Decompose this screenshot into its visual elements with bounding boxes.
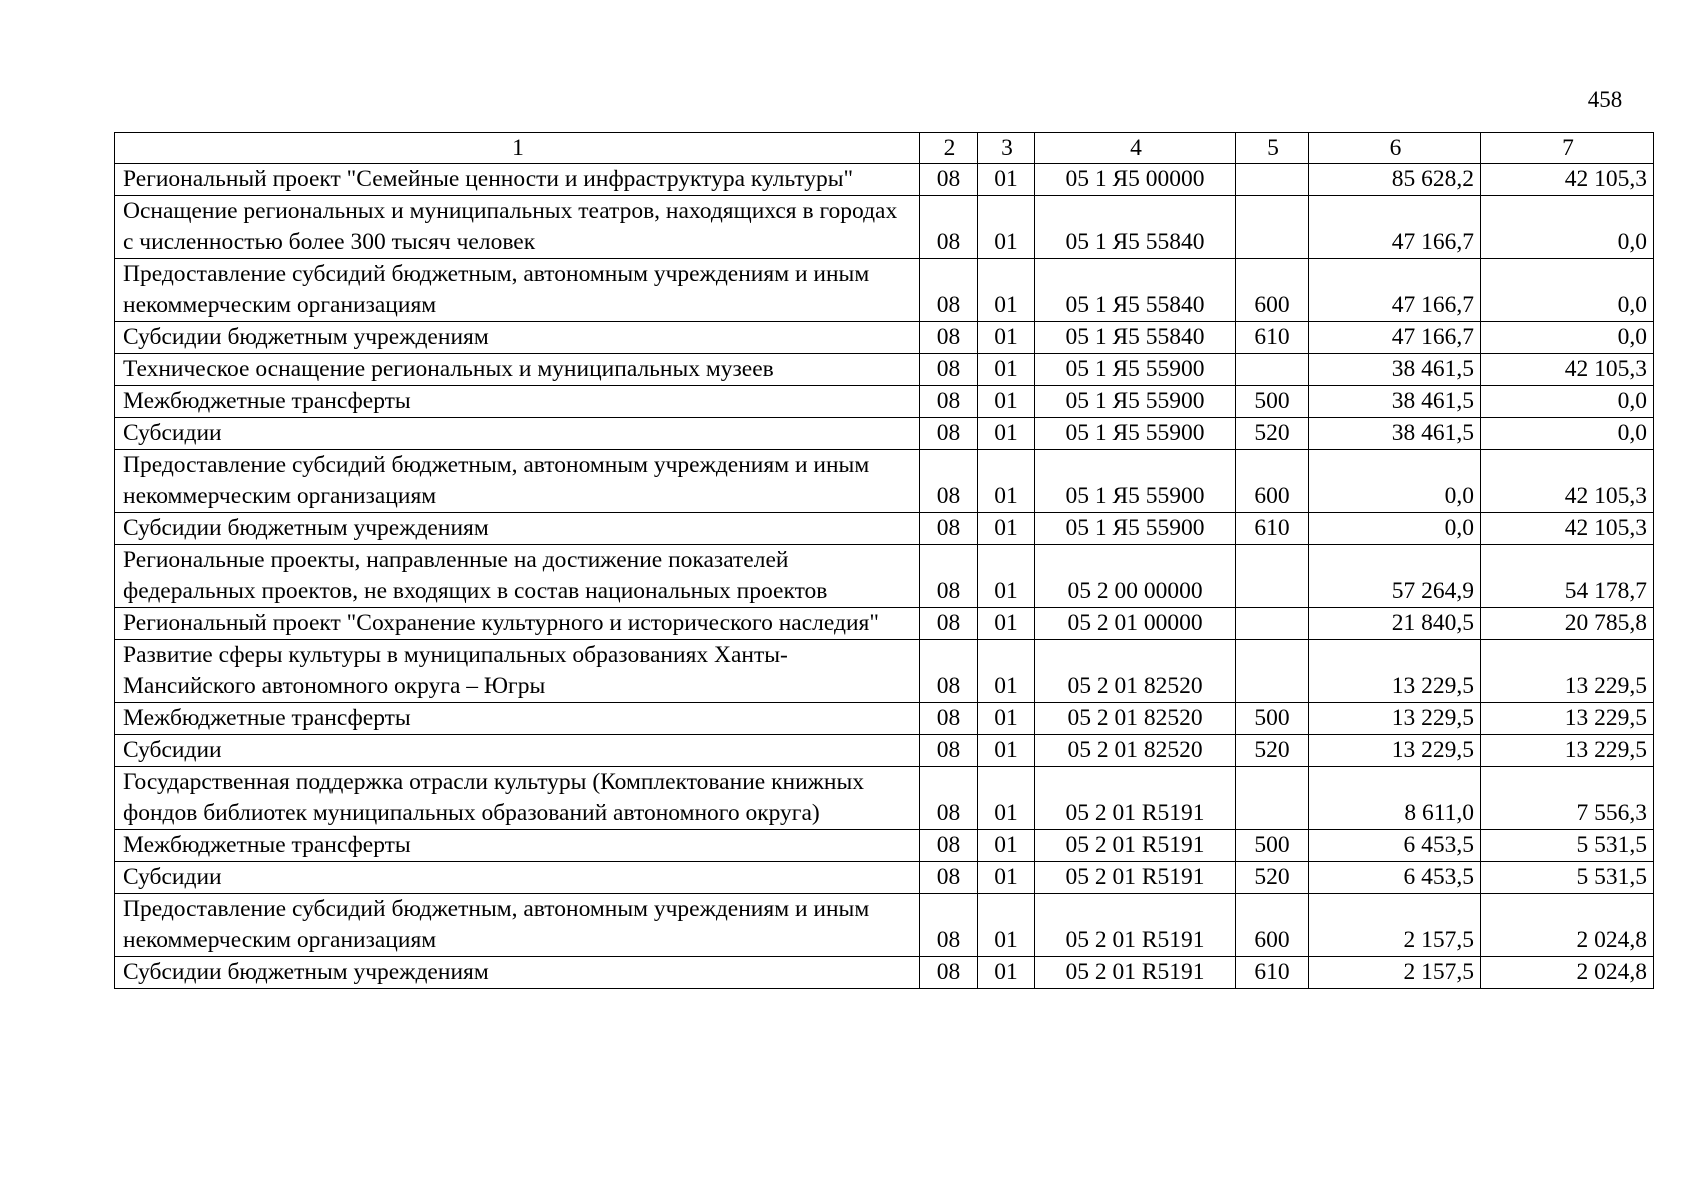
subsection-code-cell: 01	[978, 196, 1035, 259]
target-article-cell: 05 2 01 82520	[1035, 640, 1236, 703]
target-article-cell: 05 2 01 R5191	[1035, 830, 1236, 862]
amount-col6-cell: 57 264,9	[1309, 545, 1481, 608]
expense-type-cell	[1236, 640, 1309, 703]
header-cell-1: 1	[115, 133, 920, 164]
expense-type-cell: 500	[1236, 830, 1309, 862]
item-name-cell: Субсидии бюджетным учреждениям	[115, 513, 920, 545]
table-row	[115, 513, 1654, 545]
amount-col7-cell: 2 024,8	[1481, 957, 1654, 989]
table-header	[115, 133, 1654, 164]
item-name-cell: Техническое оснащение региональных и муниципальных музеев	[115, 354, 920, 386]
item-name-cell: Региональные проекты, направленные на достижение показателей федеральных проектов, не входящих в состав национальных проектов	[115, 545, 920, 608]
header-row	[115, 133, 1654, 164]
amount-col7-cell: 5 531,5	[1481, 862, 1654, 894]
amount-col6-cell: 47 166,7	[1309, 196, 1481, 259]
subsection-code-cell: 01	[978, 703, 1035, 735]
expense-type-cell: 500	[1236, 703, 1309, 735]
amount-col7-cell: 54 178,7	[1481, 545, 1654, 608]
section-code-cell: 08	[920, 450, 978, 513]
section-code-cell: 08	[920, 322, 978, 354]
subsection-code-cell: 01	[978, 386, 1035, 418]
table-row	[115, 354, 1654, 386]
amount-col6-cell: 47 166,7	[1309, 259, 1481, 322]
item-name-cell: Предоставление субсидий бюджетным, автономным учреждениям и иным некоммерческим организациям	[115, 259, 920, 322]
table-row	[115, 703, 1654, 735]
amount-col6-cell: 2 157,5	[1309, 894, 1481, 957]
subsection-code-cell: 01	[978, 418, 1035, 450]
subsection-code-cell: 01	[978, 450, 1035, 513]
amount-col7-cell: 0,0	[1481, 386, 1654, 418]
amount-col6-cell: 85 628,2	[1309, 164, 1481, 196]
section-code-cell: 08	[920, 894, 978, 957]
expense-type-cell: 610	[1236, 513, 1309, 545]
section-code-cell: 08	[920, 386, 978, 418]
expense-type-cell	[1236, 196, 1309, 259]
target-article-cell: 05 1 Я5 55900	[1035, 450, 1236, 513]
amount-col6-cell: 8 611,0	[1309, 767, 1481, 830]
item-name-cell: Субсидии бюджетным учреждениям	[115, 322, 920, 354]
item-name-cell: Субсидии	[115, 735, 920, 767]
amount-col6-cell: 38 461,5	[1309, 386, 1481, 418]
expense-type-cell: 610	[1236, 957, 1309, 989]
amount-col6-cell: 38 461,5	[1309, 354, 1481, 386]
amount-col7-cell: 42 105,3	[1481, 354, 1654, 386]
amount-col7-cell: 13 229,5	[1481, 640, 1654, 703]
target-article-cell: 05 2 01 R5191	[1035, 894, 1236, 957]
item-name-cell: Межбюджетные трансферты	[115, 830, 920, 862]
subsection-code-cell: 01	[978, 767, 1035, 830]
item-name-cell: Субсидии	[115, 418, 920, 450]
header-cell-7: 7	[1481, 133, 1654, 164]
amount-col6-cell: 6 453,5	[1309, 862, 1481, 894]
target-article-cell: 05 2 01 R5191	[1035, 957, 1236, 989]
amount-col7-cell: 7 556,3	[1481, 767, 1654, 830]
table-row	[115, 894, 1654, 957]
table-row	[115, 735, 1654, 767]
target-article-cell: 05 2 01 82520	[1035, 703, 1236, 735]
amount-col6-cell: 2 157,5	[1309, 957, 1481, 989]
expense-type-cell	[1236, 354, 1309, 386]
table-row	[115, 418, 1654, 450]
subsection-code-cell: 01	[978, 640, 1035, 703]
subsection-code-cell: 01	[978, 354, 1035, 386]
expense-type-cell	[1236, 608, 1309, 640]
subsection-code-cell: 01	[978, 957, 1035, 989]
section-code-cell: 08	[920, 196, 978, 259]
amount-col7-cell: 20 785,8	[1481, 608, 1654, 640]
section-code-cell: 08	[920, 608, 978, 640]
expense-type-cell: 520	[1236, 418, 1309, 450]
amount-col7-cell: 0,0	[1481, 196, 1654, 259]
expense-type-cell: 500	[1236, 386, 1309, 418]
target-article-cell: 05 1 Я5 00000	[1035, 164, 1236, 196]
header-cell-6: 6	[1309, 133, 1481, 164]
section-code-cell: 08	[920, 830, 978, 862]
target-article-cell: 05 1 Я5 55900	[1035, 354, 1236, 386]
amount-col7-cell: 0,0	[1481, 259, 1654, 322]
table-row	[115, 545, 1654, 608]
subsection-code-cell: 01	[978, 608, 1035, 640]
amount-col6-cell: 6 453,5	[1309, 830, 1481, 862]
target-article-cell: 05 1 Я5 55900	[1035, 418, 1236, 450]
budget-table	[114, 132, 1654, 989]
subsection-code-cell: 01	[978, 545, 1035, 608]
expense-type-cell: 520	[1236, 735, 1309, 767]
section-code-cell: 08	[920, 735, 978, 767]
expense-type-cell: 600	[1236, 450, 1309, 513]
target-article-cell: 05 1 Я5 55900	[1035, 513, 1236, 545]
header-cell-5: 5	[1236, 133, 1309, 164]
target-article-cell: 05 2 01 R5191	[1035, 767, 1236, 830]
item-name-cell: Государственная поддержка отрасли культуры (Комплектование книжных фондов библиотек муниципальных образований автономного округа)	[115, 767, 920, 830]
target-article-cell: 05 2 01 R5191	[1035, 862, 1236, 894]
amount-col7-cell: 5 531,5	[1481, 830, 1654, 862]
section-code-cell: 08	[920, 418, 978, 450]
amount-col7-cell: 2 024,8	[1481, 894, 1654, 957]
target-article-cell: 05 1 Я5 55840	[1035, 196, 1236, 259]
amount-col6-cell: 38 461,5	[1309, 418, 1481, 450]
header-cell-3: 3	[978, 133, 1035, 164]
expense-type-cell: 610	[1236, 322, 1309, 354]
item-name-cell: Региональный проект "Сохранение культурного и исторического наследия"	[115, 608, 920, 640]
amount-col7-cell: 13 229,5	[1481, 703, 1654, 735]
subsection-code-cell: 01	[978, 259, 1035, 322]
item-name-cell: Региональный проект "Семейные ценности и инфраструктура культуры"	[115, 164, 920, 196]
table-row	[115, 830, 1654, 862]
item-name-cell: Предоставление субсидий бюджетным, автономным учреждениям и иным некоммерческим организациям	[115, 894, 920, 957]
amount-col7-cell: 0,0	[1481, 418, 1654, 450]
item-name-cell: Развитие сферы культуры в муниципальных образованиях Ханты-Мансийского автономного округа – Югры	[115, 640, 920, 703]
target-article-cell: 05 1 Я5 55840	[1035, 259, 1236, 322]
amount-col7-cell: 0,0	[1481, 322, 1654, 354]
amount-col6-cell: 13 229,5	[1309, 703, 1481, 735]
section-code-cell: 08	[920, 545, 978, 608]
item-name-cell: Межбюджетные трансферты	[115, 386, 920, 418]
target-article-cell: 05 1 Я5 55900	[1035, 386, 1236, 418]
section-code-cell: 08	[920, 767, 978, 830]
expense-type-cell: 600	[1236, 259, 1309, 322]
section-code-cell: 08	[920, 703, 978, 735]
subsection-code-cell: 01	[978, 164, 1035, 196]
expense-type-cell	[1236, 545, 1309, 608]
expense-type-cell	[1236, 164, 1309, 196]
subsection-code-cell: 01	[978, 894, 1035, 957]
expense-type-cell: 520	[1236, 862, 1309, 894]
subsection-code-cell: 01	[978, 322, 1035, 354]
subsection-code-cell: 01	[978, 735, 1035, 767]
amount-col7-cell: 42 105,3	[1481, 164, 1654, 196]
table-row	[115, 450, 1654, 513]
table-row	[115, 196, 1654, 259]
amount-col6-cell: 0,0	[1309, 450, 1481, 513]
amount-col7-cell: 13 229,5	[1481, 735, 1654, 767]
item-name-cell: Субсидии бюджетным учреждениям	[115, 957, 920, 989]
section-code-cell: 08	[920, 640, 978, 703]
table-row	[115, 259, 1654, 322]
amount-col6-cell: 13 229,5	[1309, 735, 1481, 767]
amount-col6-cell: 13 229,5	[1309, 640, 1481, 703]
item-name-cell: Субсидии	[115, 862, 920, 894]
amount-col7-cell: 42 105,3	[1481, 513, 1654, 545]
target-article-cell: 05 1 Я5 55840	[1035, 322, 1236, 354]
target-article-cell: 05 2 01 82520	[1035, 735, 1236, 767]
table-row	[115, 640, 1654, 703]
section-code-cell: 08	[920, 354, 978, 386]
table-row	[115, 957, 1654, 989]
section-code-cell: 08	[920, 957, 978, 989]
header-cell-2: 2	[920, 133, 978, 164]
target-article-cell: 05 2 01 00000	[1035, 608, 1236, 640]
amount-col6-cell: 47 166,7	[1309, 322, 1481, 354]
subsection-code-cell: 01	[978, 513, 1035, 545]
table-row	[115, 862, 1654, 894]
table-row	[115, 386, 1654, 418]
section-code-cell: 08	[920, 513, 978, 545]
table-row	[115, 322, 1654, 354]
amount-col6-cell: 21 840,5	[1309, 608, 1481, 640]
table-body	[115, 164, 1654, 989]
amount-col7-cell: 42 105,3	[1481, 450, 1654, 513]
expense-type-cell	[1236, 767, 1309, 830]
page-number: 458	[1587, 87, 1623, 112]
item-name-cell: Предоставление субсидий бюджетным, автономным учреждениям и иным некоммерческим организациям	[115, 450, 920, 513]
table-row	[115, 608, 1654, 640]
section-code-cell: 08	[920, 164, 978, 196]
subsection-code-cell: 01	[978, 862, 1035, 894]
section-code-cell: 08	[920, 862, 978, 894]
section-code-cell: 08	[920, 259, 978, 322]
table-row	[115, 767, 1654, 830]
subsection-code-cell: 01	[978, 830, 1035, 862]
expense-type-cell: 600	[1236, 894, 1309, 957]
amount-col6-cell: 0,0	[1309, 513, 1481, 545]
item-name-cell: Межбюджетные трансферты	[115, 703, 920, 735]
item-name-cell: Оснащение региональных и муниципальных театров, находящихся в городах с численностью более 300 тысяч человек	[115, 196, 920, 259]
table-row	[115, 164, 1654, 196]
header-cell-4: 4	[1035, 133, 1236, 164]
target-article-cell: 05 2 00 00000	[1035, 545, 1236, 608]
